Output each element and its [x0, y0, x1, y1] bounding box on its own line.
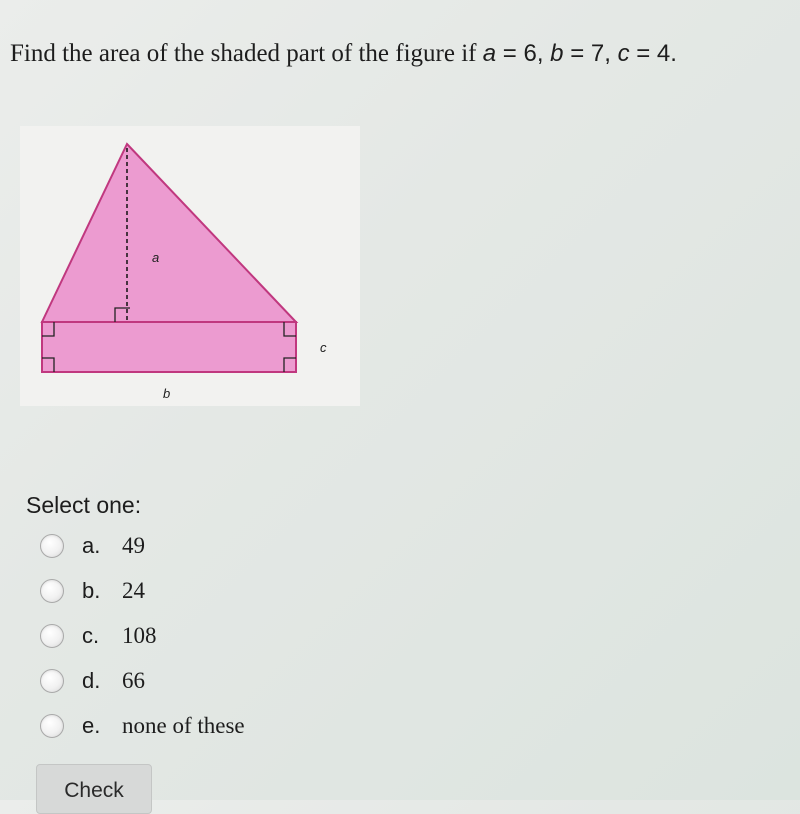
option-letter: a.: [82, 533, 101, 558]
question-text: [10, 40, 677, 68]
option-d[interactable]: [40, 665, 145, 697]
radio-button[interactable]: [40, 534, 64, 558]
var-a-name: a: [482, 40, 497, 67]
question-prefix: Find the area of the shaded part of the figure if: [10, 40, 477, 67]
option-e[interactable]: [40, 710, 245, 742]
option-letter: c.: [82, 623, 100, 648]
label-c: c: [320, 340, 327, 355]
radio-button[interactable]: [40, 624, 64, 648]
option-text: 108: [122, 623, 157, 648]
figure-diagram: [20, 126, 360, 406]
var-b-value: = 7,: [570, 40, 611, 67]
question-variables: [483, 40, 677, 67]
radio-button[interactable]: [40, 714, 64, 738]
option-text: none of these: [122, 713, 245, 738]
shaded-triangle: [42, 144, 296, 322]
option-text: 49: [122, 533, 145, 558]
label-b: b: [163, 386, 171, 401]
option-b[interactable]: [40, 575, 145, 607]
radio-button[interactable]: [40, 579, 64, 603]
option-c[interactable]: [40, 620, 157, 652]
shaded-rectangle: [42, 322, 296, 372]
var-b-name: b: [550, 40, 564, 67]
option-a[interactable]: [40, 530, 145, 562]
check-button[interactable]: Check: [36, 764, 152, 814]
radio-button[interactable]: [40, 669, 64, 693]
var-c-value: = 4.: [636, 40, 677, 67]
option-text: 24: [122, 578, 145, 603]
figure-image: [20, 126, 360, 406]
option-letter: e.: [82, 713, 101, 738]
option-letter: d.: [82, 668, 101, 693]
option-letter: b.: [82, 578, 101, 603]
label-a: a: [152, 250, 160, 265]
var-c-name: c: [617, 40, 630, 67]
option-text: 66: [122, 668, 145, 693]
select-one-label: Select one:: [26, 492, 142, 518]
var-a-value: = 6,: [502, 40, 544, 67]
